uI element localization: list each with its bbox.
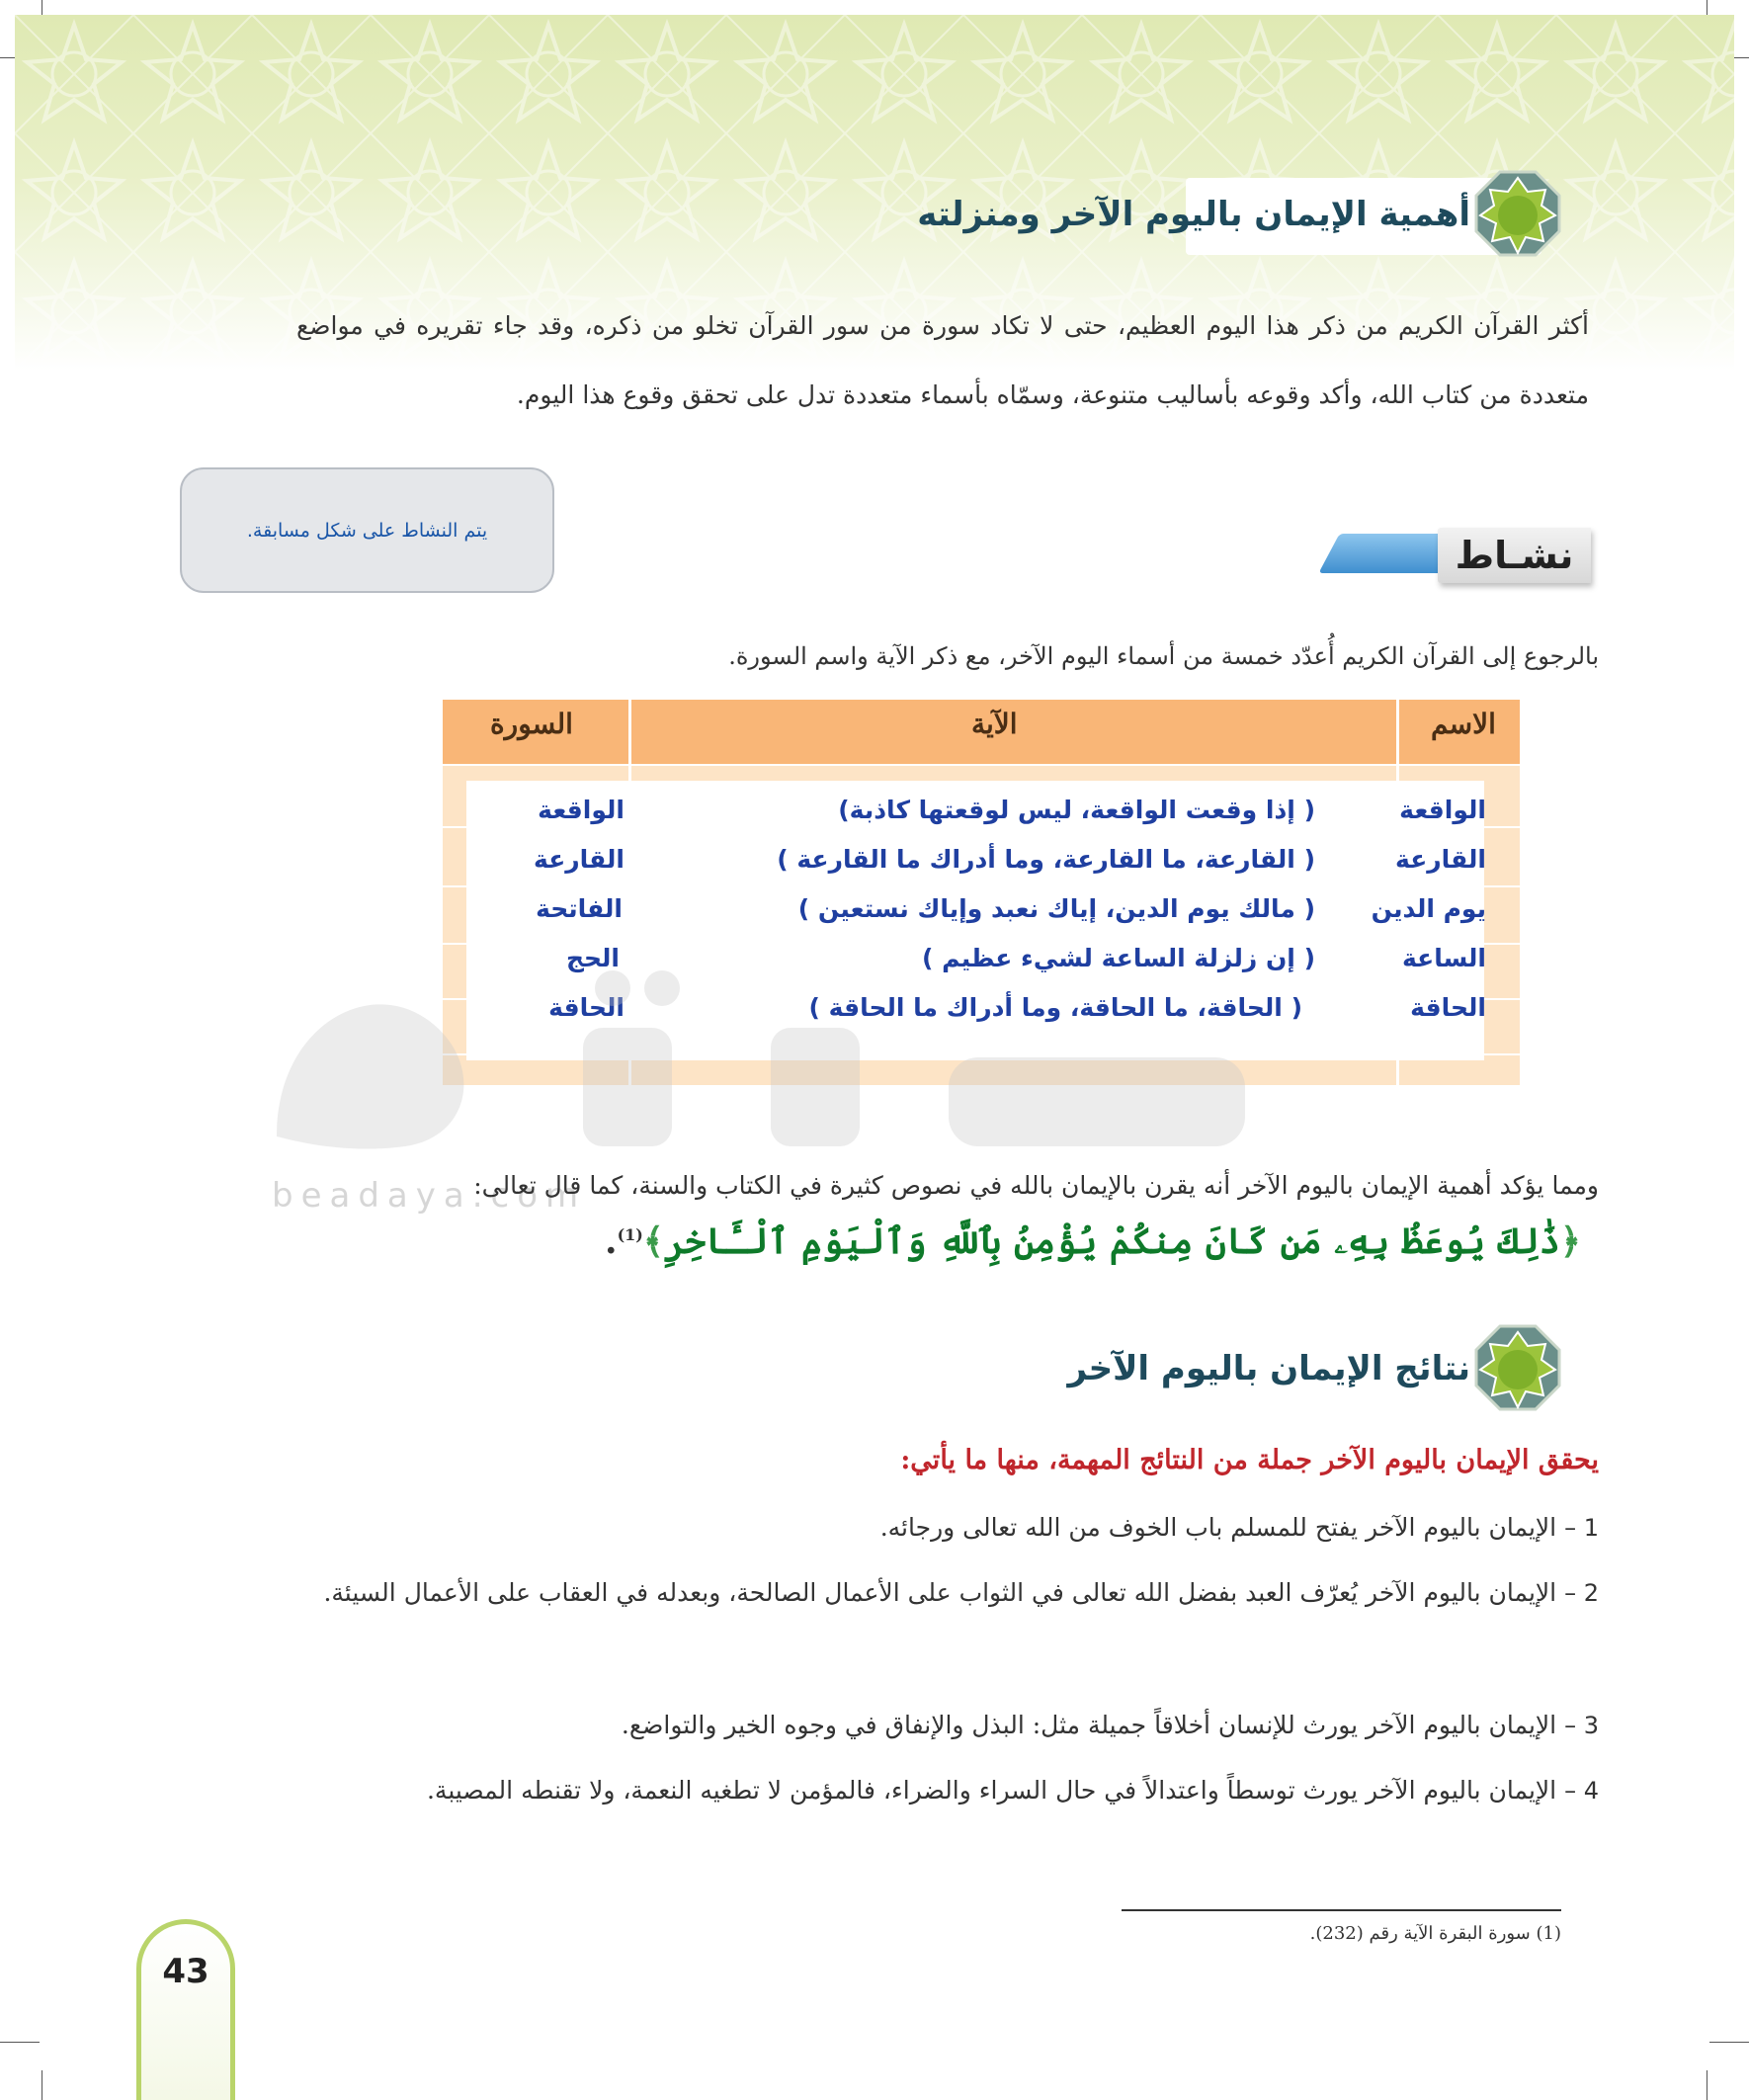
watermark-logo xyxy=(257,909,1344,1166)
octagon-emblem-icon xyxy=(1472,168,1563,259)
answer-surah: الفاتحة xyxy=(536,894,623,923)
list-item xyxy=(314,1559,1599,1627)
verse-text: ذَٰلِكَ يُوعَظُ بِهِۦ مَن كَانَ مِنكُمْ يُؤْمِنُ بِٱللَّهِ وَٱلْيَوْمِ ٱلْـَٔاخِرِ xyxy=(663,1220,1560,1262)
list-item-text: الإيمان باليوم الآخر يورث للإنسان أخلاقاً جميلة مثل: البذل والإنفاق في وجوه الخير والتواضع. xyxy=(621,1711,1557,1739)
section-title: نتائج الإيمان باليوم الآخر xyxy=(1067,1349,1470,1388)
crop-mark xyxy=(0,2042,40,2043)
list-item xyxy=(314,1692,1599,1759)
footnote: (1) سورة البقرة الآية رقم (232). xyxy=(1309,1923,1561,1944)
verse-footnote-ref: (1) xyxy=(617,1225,643,1244)
answer-name: الواقعة xyxy=(1399,796,1486,824)
page-number-tab xyxy=(136,1919,235,2100)
verse-open-bracket: ﴿ xyxy=(1559,1220,1581,1262)
verse-stop: . xyxy=(605,1220,618,1262)
header-verse: الآية xyxy=(971,708,1018,740)
watermark-text: beadaya.com xyxy=(272,1176,587,1216)
list-item-number: 1 – xyxy=(1564,1514,1599,1542)
octagon-emblem-icon xyxy=(1472,1322,1563,1413)
footnote-divider xyxy=(1122,1909,1561,1911)
answer-surah: الحاقة xyxy=(548,993,625,1022)
list-item-number: 2 – xyxy=(1564,1579,1599,1607)
importance-paragraph: ومما يؤكد أهمية الإيمان باليوم الآخر أنه يقرن بالإيمان بالله في نصوص كثيرة في الكتاب والسنة، كما قال تعالى: xyxy=(473,1171,1599,1200)
section-title: أهمية الإيمان باليوم الآخر ومنزلته xyxy=(917,195,1470,234)
answer-name: الحاقة xyxy=(1410,993,1486,1022)
answer-surah: الحج xyxy=(566,944,620,972)
answer-verse: ( إن زلزلة الساعة لشيء عظيم ) xyxy=(921,944,1315,972)
crop-mark xyxy=(1709,2042,1749,2043)
verse-close-bracket: ﴾ xyxy=(642,1220,664,1262)
page-number: 43 xyxy=(162,1952,209,1991)
intro-paragraph: أكثر القرآن الكريم من ذكر هذا اليوم العظيم، حتى لا تكاد سورة من سور القرآن تخلو من ذكره، وقد جاء تقريره في مواضع متعددة من كتاب الله، وأكد وقوعه بأساليب متنوعة، وسمّاه بأسماء متعددة تدل على تحقق وقوع هذا اليوم. xyxy=(296,311,1589,409)
quran-verse xyxy=(605,1220,1581,1263)
list-item-number: 3 – xyxy=(1564,1712,1599,1739)
answer-verse: ( القارعة، ما القارعة، وما أدراك ما القارعة ) xyxy=(777,845,1315,874)
answer-verse: ( الحاقة، ما الحاقة، وما أدراك ما الحاقة ) xyxy=(808,993,1302,1022)
results-intro: يحقق الإيمان باليوم الآخر جملة من النتائج المهمة، منها ما يأتي: xyxy=(900,1445,1599,1475)
activity-instruction: بالرجوع إلى القرآن الكريم أُعدّد خمسة من أسماء اليوم الآخر، مع ذكر الآية واسم السورة. xyxy=(728,642,1599,670)
list-item-text: الإيمان باليوم الآخر يفتح للمسلم باب الخوف من الله تعالى ورجائه. xyxy=(879,1513,1557,1542)
answer-name: القارعة xyxy=(1395,845,1486,874)
list-item xyxy=(314,1494,1599,1561)
list-item xyxy=(314,1757,1599,1824)
answer-verse: ( مالك يوم الدين، إياك نعبد وإياك نستعين ) xyxy=(797,894,1315,923)
header-name: الاسم xyxy=(1431,708,1496,740)
list-item-text: الإيمان باليوم الآخر يورث توسطاً واعتدالاً في حال السراء والضراء، فالمؤمن لا تطغيه النعمة، ولا تقنطه المصيبة. xyxy=(426,1776,1557,1805)
table-divider xyxy=(443,764,1520,766)
list-item-text: الإيمان باليوم الآخر يُعرّف العبد بفضل الله تعالى في الثواب على الأعمال الصالحة، وبعدله في العقاب على الأعمال السيئة. xyxy=(323,1578,1557,1607)
answer-surah: القارعة xyxy=(534,845,625,874)
answer-verse: ( إذا وقعت الواقعة، ليس لوقعتها كاذبة) xyxy=(838,796,1315,824)
activity-note: يتم النشاط على شكل مسابقة. xyxy=(180,467,554,593)
answer-name: الساعة xyxy=(1401,944,1486,972)
answer-surah: الواقعة xyxy=(538,796,625,824)
answer-name: يوم الدين xyxy=(1371,894,1486,923)
header-surah: السورة xyxy=(490,708,573,740)
list-item-number: 4 – xyxy=(1564,1777,1599,1805)
activity-label: نشـاط xyxy=(1438,528,1591,583)
